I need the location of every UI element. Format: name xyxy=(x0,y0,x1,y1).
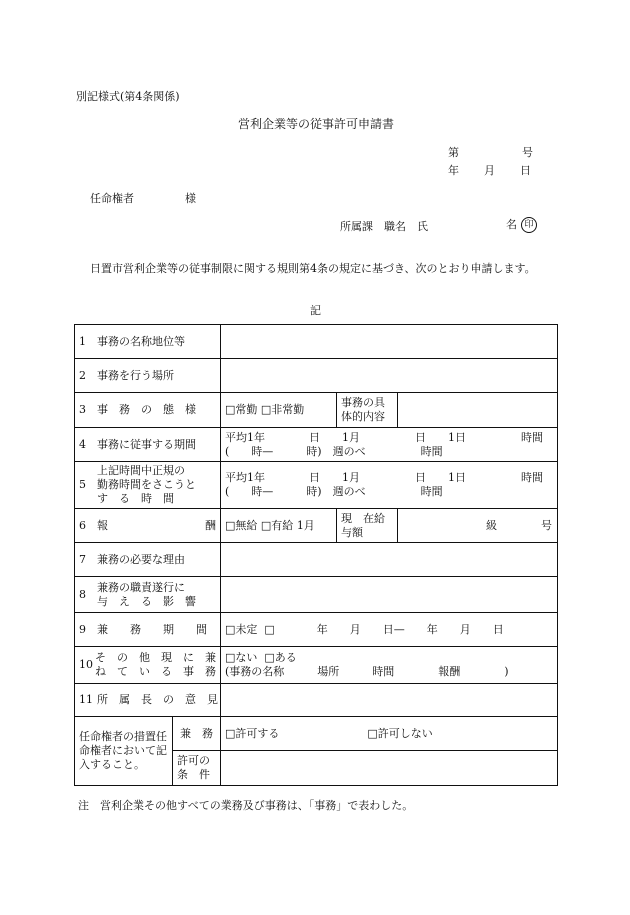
row-5 xyxy=(75,462,558,509)
row-4-line-2: ( 時— 時) 週のべ 時間 xyxy=(225,444,443,458)
paid-checkbox[interactable]: □有給 xyxy=(260,518,294,532)
row-7-value[interactable] xyxy=(221,543,558,577)
row-6-options xyxy=(221,509,337,543)
ki-heading: 記 xyxy=(310,304,321,317)
measures-row-kenmu xyxy=(75,717,558,751)
row-6-salary-value[interactable] xyxy=(398,509,558,543)
row-7-label: 7 兼務の必要な理由 xyxy=(75,543,221,577)
row-9-value xyxy=(221,613,558,647)
row-3 xyxy=(75,393,558,428)
row-6-sublabel: 現 在給与額 xyxy=(337,509,398,543)
row-11-value[interactable] xyxy=(221,684,558,717)
row-2-value[interactable] xyxy=(221,359,558,393)
none-checkbox[interactable]: □ない xyxy=(225,651,258,664)
row-5-value[interactable] xyxy=(221,462,558,509)
row-4-label: 4 事務に従事する期間 xyxy=(75,428,221,462)
row-5-label: 5 上記時間中正規の 勤務時間をさこうと す る 時 間 xyxy=(75,462,221,509)
applicant-label: 所属課 職名 氏 xyxy=(340,220,428,233)
row-5-line-2: ( 時— 時) 週のべ 時間 xyxy=(225,485,443,498)
row-1-value[interactable] xyxy=(221,325,558,359)
period-checkbox[interactable]: □ xyxy=(264,622,275,636)
deny-checkbox[interactable]: □許可しない xyxy=(367,726,433,740)
row-1-label: 1 事務の名称地位等 xyxy=(75,325,221,359)
row-6-label: 6 報 酬 xyxy=(75,509,221,543)
row-9-label: 9 兼 務 期 間 xyxy=(75,613,221,647)
monthly-label: 1月 xyxy=(296,518,315,532)
row-2 xyxy=(75,359,558,393)
date-day: 日 xyxy=(520,164,531,177)
row-10-label: 10 そ の 他 現 に 兼 ね て い る 事 務 xyxy=(75,647,221,684)
application-form-table xyxy=(74,324,558,786)
kenmu-label: 兼 務 xyxy=(173,717,221,751)
applicant-name-field xyxy=(506,216,537,233)
style-reference: 別記様式(第4条関係) xyxy=(76,90,180,103)
row-3-sublabel: 事務の具体的内容 xyxy=(337,393,398,428)
grade-label: 級 xyxy=(486,518,497,532)
number-suffix: 号 xyxy=(522,146,533,159)
row-8 xyxy=(75,577,558,613)
unpaid-checkbox[interactable]: □無給 xyxy=(225,518,258,532)
row-8-value[interactable] xyxy=(221,577,558,613)
row-3-label: 3 事 務 の 態 様 xyxy=(75,393,221,428)
applicant-name-suffix: 名 xyxy=(506,218,517,231)
row-3-options xyxy=(221,393,337,428)
period-range[interactable]: 年 月 日— 年 月 日 xyxy=(316,622,504,636)
date-year: 年 xyxy=(448,164,459,177)
row-7 xyxy=(75,543,558,577)
row-1 xyxy=(75,325,558,359)
row-11 xyxy=(75,684,558,717)
conditions-value[interactable] xyxy=(221,751,558,786)
row-4 xyxy=(75,428,558,462)
measures-label: 任命権者の措置任命権者において記入すること。 xyxy=(75,717,173,786)
permit-checkbox[interactable]: □許可する xyxy=(225,726,280,740)
step-label: 号 xyxy=(541,518,552,532)
parttime-checkbox[interactable]: □非常勤 xyxy=(260,403,305,416)
row-6 xyxy=(75,509,558,543)
row-2-label: 2 事務を行う場所 xyxy=(75,359,221,393)
row-4-line-1: 平均1年 日 1月 日 1日 時間 xyxy=(225,430,543,444)
footnote: 注 営利企業その他すべての業務及び事務は、「事務」で表わした。 xyxy=(78,799,414,812)
row-5-line-1: 平均1年 日 1月 日 1日 時間 xyxy=(225,471,543,484)
addressee: 任命権者 xyxy=(90,192,134,205)
row-10-value xyxy=(221,647,558,684)
date-month: 月 xyxy=(484,164,495,177)
document-title: 営利企業等の従事許可申請書 xyxy=(238,117,395,131)
exists-checkbox[interactable]: □ある xyxy=(264,651,297,664)
row-8-label: 8 兼務の職責遂行に 与 え る 影 響 xyxy=(75,577,221,613)
row-10 xyxy=(75,647,558,684)
undecided-checkbox[interactable]: □未定 xyxy=(225,622,258,636)
row-3-detail-value[interactable] xyxy=(398,393,558,428)
intro-text: 日置市営利企業等の従事制限に関する規則第4条の規定に基づき、次のとおり申請します。 xyxy=(90,262,536,275)
conditions-label: 許可の条 件 xyxy=(173,751,221,786)
number-prefix: 第 xyxy=(448,146,459,159)
row-9 xyxy=(75,613,558,647)
row-4-value[interactable] xyxy=(221,428,558,462)
seal-icon: 印 xyxy=(521,217,537,233)
fulltime-checkbox[interactable]: □常勤 xyxy=(225,403,258,416)
addressee-honorific: 様 xyxy=(185,192,196,205)
row-10-detail[interactable]: (事務の名称 場所 時間 報酬 ) xyxy=(225,665,509,678)
kenmu-options xyxy=(221,717,558,751)
row-11-label: 11 所 属 長 の 意 見 xyxy=(75,684,221,717)
